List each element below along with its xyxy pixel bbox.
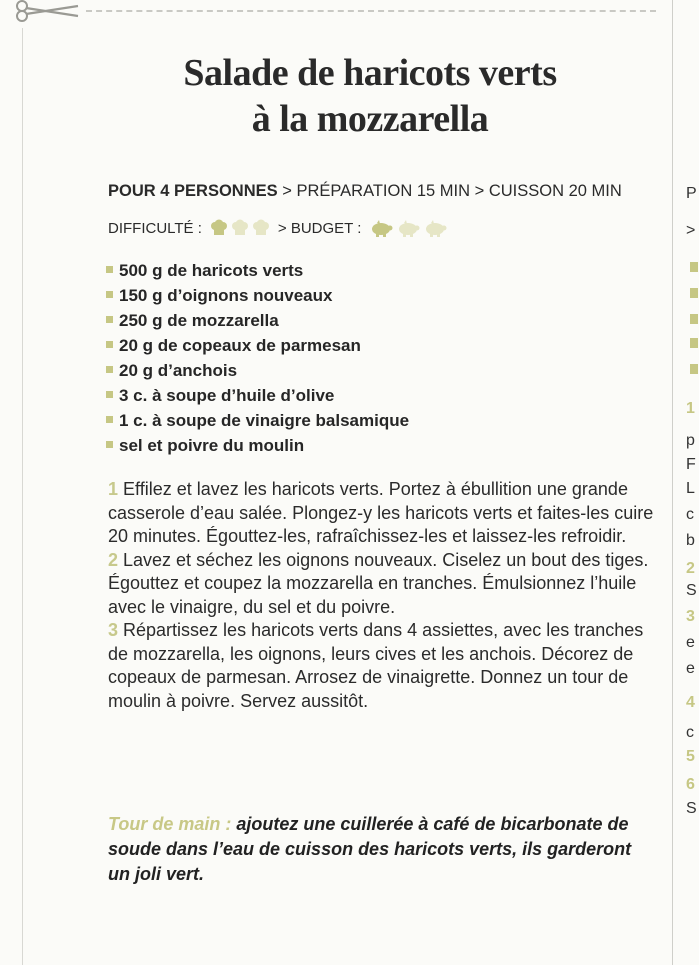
next-column-glyph: L	[686, 480, 695, 497]
chef-hat-icon	[210, 219, 228, 237]
step-paragraph	[108, 478, 668, 549]
bullet-icon	[106, 316, 113, 323]
bullet-icon	[106, 391, 113, 398]
tip-text: ajoutez une cuillerée à café de bicarbonate de soude dans l’eau de cuisson des haricots verts, ils garderont un joli vert.	[108, 814, 632, 884]
next-column-bullet	[690, 364, 698, 374]
budget-label: > BUDGET :	[277, 219, 362, 237]
next-column-glyph: 6	[686, 776, 695, 793]
next-column-glyph: b	[686, 532, 695, 549]
next-column-glyph: P	[686, 185, 697, 202]
next-column-bullet	[690, 314, 698, 324]
ingredient-item	[106, 433, 409, 458]
next-column-glyph: 5	[686, 748, 695, 765]
rating-row	[108, 219, 455, 237]
next-column-glyph: S	[686, 582, 697, 599]
next-column-glyph: 3	[686, 608, 695, 625]
ingredient-item	[106, 283, 409, 308]
piggy-bank-icon	[369, 219, 393, 237]
bullet-icon	[106, 266, 113, 273]
next-column-bullet	[690, 338, 698, 348]
ingredient-text: 500 g de haricots verts	[119, 261, 304, 280]
step-number: 2	[108, 549, 119, 570]
ingredient-item	[106, 333, 409, 358]
ingredient-item	[106, 308, 409, 333]
ingredient-item	[106, 258, 409, 283]
next-column-glyph: F	[686, 456, 696, 473]
cooking-time: > CUISSON 20 MIN	[474, 182, 622, 200]
ingredient-text: 3 c. à soupe d’huile d’olive	[119, 386, 335, 405]
difficulty-label: DIFFICULTÉ :	[108, 219, 202, 237]
bullet-icon	[106, 441, 113, 448]
next-column-glyph: >	[686, 222, 696, 239]
next-column-glyph: S	[686, 800, 697, 817]
preparation-time: > PRÉPARATION 15 MIN	[282, 182, 471, 200]
page-edge-left	[22, 28, 23, 965]
step-text: Effilez et lavez les haricots verts. Portez à ébullition une grande casserole d’eau salée. Plongez-y les haricots verts et faites-les cuire 20 minutes. Égouttez-les, rafraîchissez-les et laissez-les refroidir.	[108, 479, 654, 546]
scissors-icon	[12, 0, 82, 22]
ingredient-text: sel et poivre du moulin	[119, 436, 305, 455]
next-column-glyph: 1	[686, 400, 695, 417]
ingredient-item	[106, 408, 409, 433]
ingredient-text: 1 c. à soupe de vinaigre balsamique	[119, 411, 410, 430]
ingredient-text: 20 g de copeaux de parmesan	[119, 336, 361, 355]
next-column-glyph: c	[686, 724, 694, 741]
ingredient-text: 150 g d’oignons nouveaux	[119, 286, 333, 305]
step-paragraph	[108, 619, 668, 713]
recipe-title	[110, 50, 630, 142]
next-column-glyph: e	[686, 660, 695, 677]
next-column-glyph: c	[686, 506, 694, 523]
chef-hat-icon	[252, 219, 270, 237]
next-column-glyph: e	[686, 634, 695, 651]
ingredient-text: 250 g de mozzarella	[119, 311, 279, 330]
bullet-icon	[106, 341, 113, 348]
chef-hat-icon	[231, 219, 249, 237]
step-number: 1	[108, 479, 119, 499]
step-text: Lavez et séchez les oignons nouveaux. Ciselez un bout des tiges. Égouttez et coupez la mozzarella en tranches. Émulsionnez l’huile avec le vinaigre, du sel et du poivre.	[108, 549, 649, 617]
tip	[108, 812, 653, 887]
ingredient-item	[106, 358, 409, 383]
budget-rating	[369, 219, 447, 237]
recipe-title-line-1: Salade de haricots verts	[183, 52, 557, 94]
next-column-bullet	[690, 262, 698, 272]
piggy-bank-icon	[396, 219, 420, 237]
next-column-glyph: 4	[686, 694, 695, 711]
ingredient-text: 20 g d’anchois	[119, 361, 238, 380]
recipe-steps	[108, 478, 668, 713]
next-column-glyph: 2	[686, 560, 695, 577]
tip-label: Tour de main :	[108, 814, 232, 834]
bullet-icon	[106, 366, 113, 373]
next-column-glyph: p	[686, 432, 695, 449]
step-number: 3	[108, 620, 119, 640]
step-text: Répartissez les haricots verts dans 4 assiettes, avec les tranches de mozzarella, les oignons, leurs cives et les anchois. Décorez de copeaux de parmesan. Arrosez de vinaigrette. Donnez un tour de moulin à poivre. Servez aussitôt.	[108, 620, 644, 711]
bullet-icon	[106, 416, 113, 423]
step-paragraph	[108, 549, 668, 620]
cut-line	[86, 10, 656, 12]
difficulty-rating	[210, 219, 270, 237]
recipe-meta	[108, 182, 622, 201]
ingredient-item	[106, 383, 409, 408]
ingredient-list	[106, 258, 409, 458]
bullet-icon	[106, 291, 113, 298]
piggy-bank-icon	[423, 219, 447, 237]
page-edge-right	[672, 0, 673, 965]
next-column-bullet	[690, 288, 698, 298]
servings-label: POUR 4 PERSONNES	[108, 182, 278, 200]
recipe-title-line-2: à la mozzarella	[251, 98, 489, 140]
